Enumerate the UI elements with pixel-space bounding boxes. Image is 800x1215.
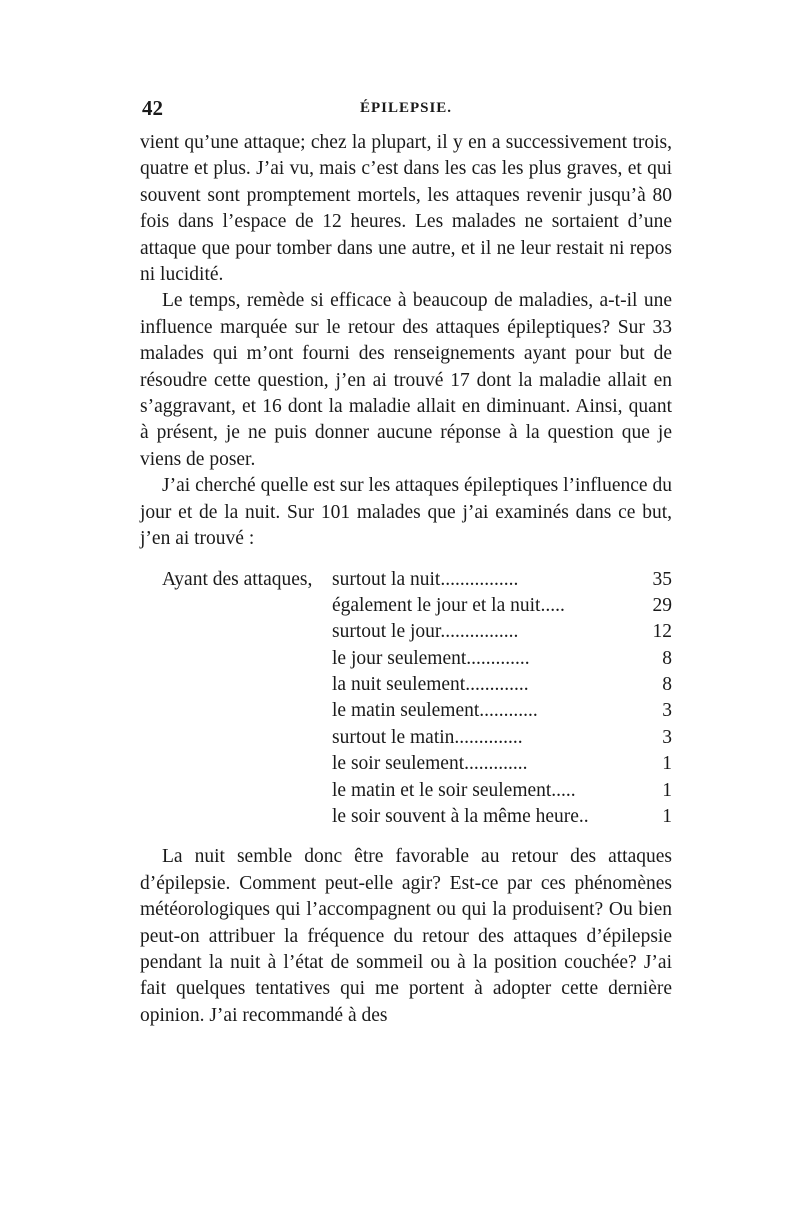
tally-label: le jour seulement............. <box>332 647 530 669</box>
tally-row <box>140 619 672 645</box>
attack-timing-tally <box>140 567 672 831</box>
tally-lead: Ayant des attaques, <box>162 568 313 590</box>
tally-value: 35 <box>652 568 672 590</box>
page-number: 42 <box>142 96 163 120</box>
tally-label: le soir souvent à la même heure.. <box>332 806 589 828</box>
tally-value: 29 <box>652 594 672 616</box>
tally-label: également le jour et la nuit..... <box>332 594 565 616</box>
tally-value: 8 <box>662 647 672 669</box>
tally-label: le matin seulement............ <box>332 700 538 722</box>
tally-label: surtout la nuit................ <box>332 568 519 590</box>
running-head: ÉPILEPSIE. <box>359 100 453 116</box>
paragraph-time-influence: Le temps, remède si efficace à beaucoup de maladies, a-t-il une influence marquée sur le retour des attaques épileptiques? Sur 33 malades qui m’ont fourni des renseignements ayant pour but de résoudre cette question, j’en ai trouvé 17 dont la maladie allait en s’aggravant, et 16 dont la maladie allait en diminuant. Ainsi, quant à présent, je ne puis donner aucune réponse à la question que je viens de poser. <box>140 290 672 470</box>
tally-value: 1 <box>662 806 672 828</box>
tally-value: 8 <box>662 674 672 696</box>
tally-value: 12 <box>652 621 672 643</box>
paragraph-continuation: vient qu’une attaque; chez la plupart, il y en a successivement trois, quatre et plus. J’ai vu, mais c’est dans les cas les plus graves, et qui souvent sont promptement mortels, les attaques revenir jusqu’à 80 fois dans l’espace de 12 heures. Les malades ne sortaient d’une attaque que pour tomber dans une autre, et il ne leur restait ni repos ni lucidité. <box>140 132 672 286</box>
tally-value: 1 <box>662 753 672 775</box>
tally-row <box>140 593 672 619</box>
paragraph-day-night: J’ai cherché quelle est sur les attaques épileptiques l’influence du jour et de la nuit. Sur 101 malades que j’ai examinés dans ce but, j’en ai trouvé : <box>140 475 672 550</box>
tally-row <box>140 751 672 777</box>
tally-row <box>140 567 672 593</box>
page-header <box>140 96 672 130</box>
tally-label: le soir seulement............. <box>332 753 528 775</box>
tally-row <box>140 672 672 698</box>
book-page <box>140 96 672 1029</box>
tally-label: la nuit seulement............. <box>332 674 529 696</box>
tally-label: surtout le jour................ <box>332 621 519 643</box>
tally-row <box>140 646 672 672</box>
tally-value: 1 <box>662 779 672 801</box>
tally-label: surtout le matin.............. <box>332 726 523 748</box>
tally-row <box>140 698 672 724</box>
paragraph-night-favorable: La nuit semble donc être favorable au retour des attaques d’épilepsie. Comment peut-elle agir? Est-ce par ces phénomènes météorologiques qui l’accompagnent ou qui la produisent? Ou bien peut-on attribuer la fréquence du retour des attaques d’épilepsie pendant la nuit à l’état de sommeil ou à la position couchée? J’ai fait quelques tentatives qui me portent à adopter cette dernière opinion. J’ai recommandé à des <box>140 846 672 1026</box>
tally-row <box>140 778 672 804</box>
tally-row <box>140 725 672 751</box>
tally-value: 3 <box>662 726 672 748</box>
tally-row <box>140 804 672 830</box>
tally-value: 3 <box>662 700 672 722</box>
tally-label: le matin et le soir seulement..... <box>332 779 576 801</box>
